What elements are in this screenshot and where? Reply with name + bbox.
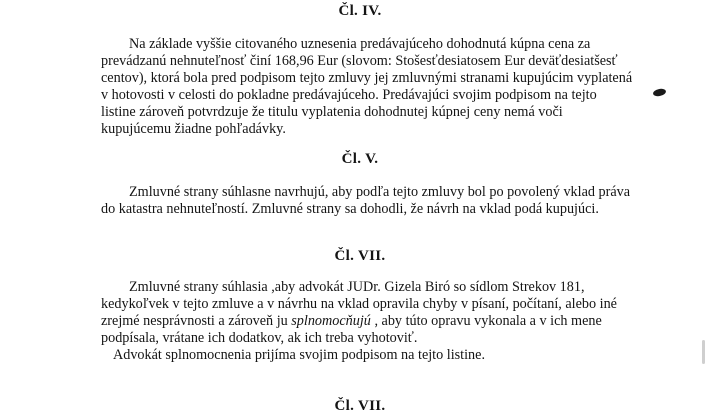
section-iv-line-4: v hotovosti v celosti do pokladne predávajúceho. Predávajúci svojim podpisom na tejto bbox=[101, 87, 597, 103]
section-vii-line-3 bbox=[101, 313, 602, 330]
section-vii-line-3-end: , aby túto opravu vykonala a v ich mene bbox=[370, 313, 602, 329]
section-vii-emphasis: splnomocňujú bbox=[291, 313, 371, 329]
section-iv-heading: Čl. IV. bbox=[338, 3, 382, 19]
section-vii-line-1: Zmluvné strany súhlasia ,aby advokát JUDr. Gizela Biró so sídlom Strekov 181, bbox=[129, 279, 585, 295]
scan-spot-edge bbox=[702, 340, 705, 364]
scan-spot-top bbox=[652, 88, 666, 98]
section-iv-line-2: prevádzanú nehnuteľnosť činí 168,96 Eur (slovom: Stošesťdesiatosem Eur deväťdesiatšesť bbox=[101, 53, 618, 69]
section-iv-line-6: kupujúcemu žiadne pohľadávky. bbox=[101, 121, 286, 137]
section-vii-b-heading: Čl. VII. bbox=[334, 398, 386, 414]
section-vii-line-4: podpísala, vrátane ich dodatkov, ak ich treba vyhotoviť. bbox=[101, 330, 418, 346]
section-v-line-2: do katastra nehnuteľností. Zmluvné strany sa dohodli, že návrh na vklad podá kupujúci. bbox=[101, 201, 599, 217]
section-vii-line-5: Advokát splnomocnenia prijíma svojim podpisom na tejto listine. bbox=[113, 347, 485, 363]
section-iv-line-3: centov), ktorá bola pred podpisom tejto zmluvy jej zmluvnými stranami kupujúcim vyplatená bbox=[101, 70, 633, 86]
section-vii-line-2: kedykoľvek v tejto zmluve a v návrhu na vklad opravila chyby v písaní, počítaní, alebo iné bbox=[101, 296, 617, 312]
section-iv-line-1: Na základe vyššie citovaného uznesenia predávajúceho dohodnutá kúpna cena za bbox=[129, 36, 591, 52]
section-vii-heading: Čl. VII. bbox=[334, 248, 386, 264]
section-v-line-1: Zmluvné strany súhlasne navrhujú, aby podľa tejto zmluvy bol po povolený vklad práva bbox=[129, 184, 631, 200]
section-v-heading: Čl. V. bbox=[341, 151, 379, 167]
section-vii-line-3-start: zrejmé nesprávnosti a zároveň ju bbox=[101, 313, 292, 329]
section-iv-line-5: listine zároveň potvrdzuje že titulu vyplatenia dohodnutej kúpnej ceny nemá voči bbox=[101, 104, 563, 120]
